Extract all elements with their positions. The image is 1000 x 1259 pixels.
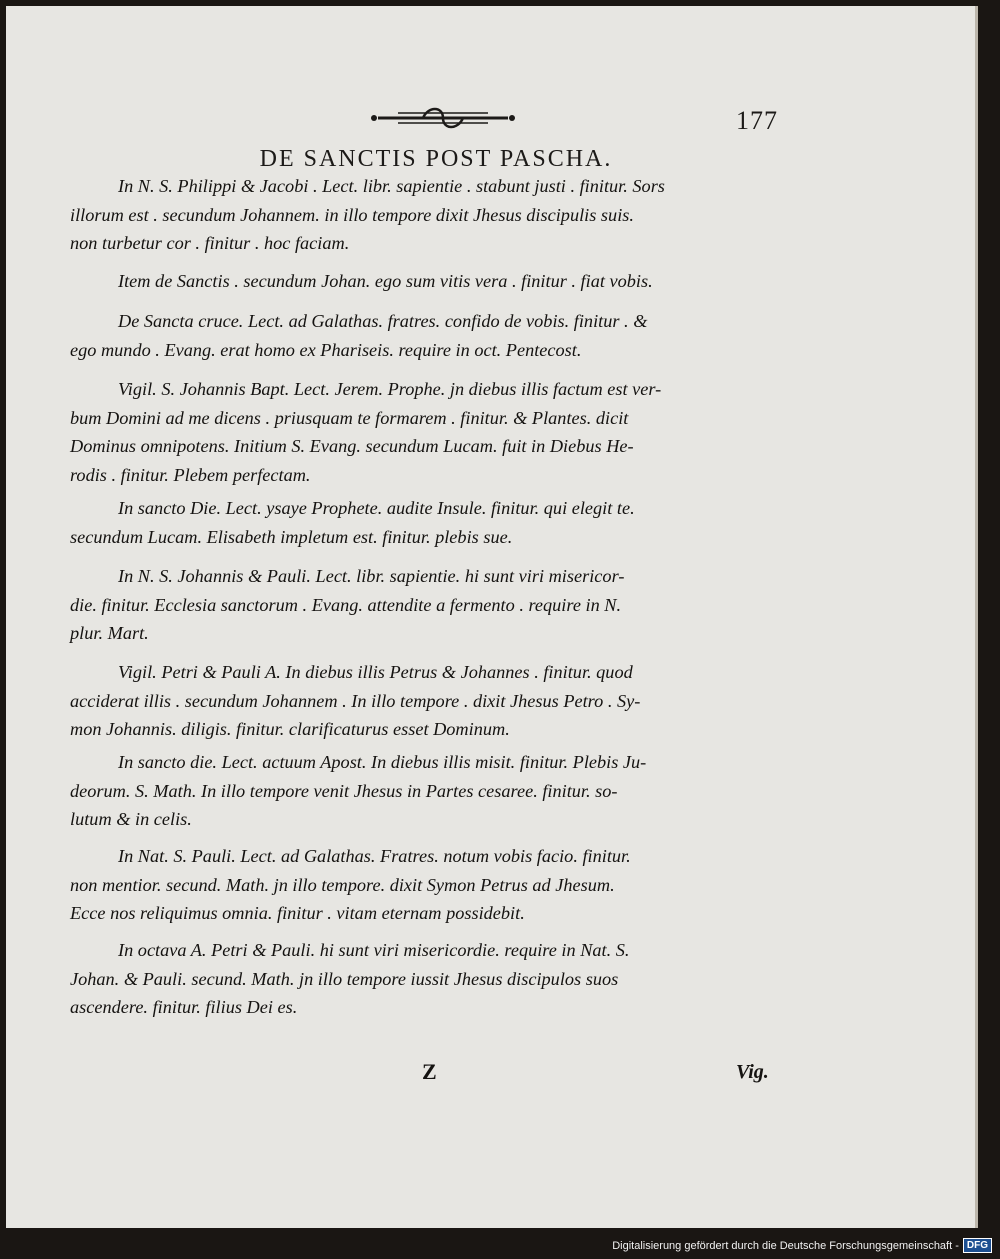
text-line: deorum. S. Math. In illo tempore venit Jhesus in Partes cesaree. finitur. so- — [70, 780, 618, 801]
text-line: acciderat illis . secundum Johannem . In illo tempore . dixit Jhesus Petro . Sy- — [70, 690, 641, 711]
text-line: Item de Sanctis . secundum Johan. ego sum vitis vera . finitur . fiat vobis. — [118, 271, 653, 291]
footer-credit-text: Digitalisierung gefördert durch die Deutsche Forschungsgemeinschaft - — [612, 1239, 959, 1252]
text-line: In N. S. Johannis & Pauli. Lect. libr. sapientie. hi sunt viri misericor- — [118, 566, 625, 586]
liturgical-entry — [70, 936, 800, 1022]
liturgical-entry — [70, 375, 800, 489]
text-line: secundum Lucam. Elisabeth impletum est. finitur. plebis sue. — [70, 526, 513, 547]
text-line: rodis . finitur. Plebem perfectam. — [70, 464, 311, 485]
text-line: die. finitur. Ecclesia sanctorum . Evang. attendite a fermento . require in N. — [70, 594, 622, 615]
liturgical-entry — [70, 267, 800, 296]
liturgical-entry — [70, 748, 800, 834]
book-page — [6, 6, 978, 1228]
digitization-footer — [612, 1238, 992, 1253]
text-line: Vigil. Petri & Pauli A. In diebus illis Petrus & Johannes . finitur. quod — [118, 662, 633, 682]
text-line: mon Johannis. diligis. finitur. clarificaturus esset Dominum. — [70, 719, 510, 739]
text-line: lutum & in celis. — [70, 809, 192, 829]
liturgical-entry — [70, 562, 800, 648]
text-line: non mentior. secund. Math. jn illo tempore. dixit Symon Petrus ad Jhesum. — [70, 874, 615, 895]
text-line: Johan. & Pauli. secund. Math. jn illo tempore iussit Jhesus discipulos suos — [70, 968, 619, 989]
liturgical-entry — [70, 172, 800, 258]
catchword: Vig. — [736, 1061, 769, 1083]
text-line: De Sancta cruce. Lect. ad Galathas. fratres. confido de vobis. finitur . & — [118, 311, 648, 331]
page-number: 177 — [736, 106, 778, 135]
text-line: In Nat. S. Pauli. Lect. ad Galathas. Fratres. notum vobis facio. finitur. — [118, 846, 631, 866]
liturgical-entry — [70, 494, 800, 551]
text-line: bum Domini ad me dicens . priusquam te formarem . finitur. & Plantes. dicit — [70, 407, 629, 428]
liturgical-entry — [70, 307, 800, 364]
text-line: Ecce nos reliquimus omnia. finitur . vitam eternam possidebit. — [70, 903, 525, 923]
section-title: DE SANCTIS POST PASCHA. — [259, 146, 613, 172]
text-line: In sancto die. Lect. actuum Apost. In diebus illis misit. finitur. Plebis Ju- — [118, 752, 647, 772]
text-line: Vigil. S. Johannis Bapt. Lect. Jerem. Prophe. jn diebus illis factum est ver- — [118, 379, 662, 399]
text-line: illorum est . secundum Johannem. in illo tempore dixit Jhesus discipulis suis. — [70, 204, 634, 225]
text-line: Dominus omnipotens. Initium S. Evang. secundum Lucam. fuit in Diebus He- — [70, 436, 634, 456]
liturgical-entry — [70, 658, 800, 744]
text-line: In sancto Die. Lect. ysaye Prophete. audite Insule. finitur. qui elegit te. — [118, 498, 635, 518]
text-line: non turbetur cor . finitur . hoc faciam. — [70, 233, 350, 253]
text-line: In octava A. Petri & Pauli. hi sunt viri misericordie. require in Nat. S. — [118, 940, 630, 960]
text-line: plur. Mart. — [70, 623, 149, 643]
liturgical-entry — [70, 842, 800, 928]
text-line: ego mundo . Evang. erat homo ex Phariseis. require in oct. Pentecost. — [70, 339, 582, 360]
text-line: In N. S. Philippi & Jacobi . Lect. libr. sapientie . stabunt justi . finitur. Sors — [118, 176, 665, 196]
dfg-logo-icon: DFG — [963, 1238, 992, 1253]
text-line: ascendere. finitur. filius Dei es. — [70, 997, 298, 1017]
signature-mark: Z — [422, 1059, 437, 1084]
ornament-divider-icon — [368, 102, 518, 134]
